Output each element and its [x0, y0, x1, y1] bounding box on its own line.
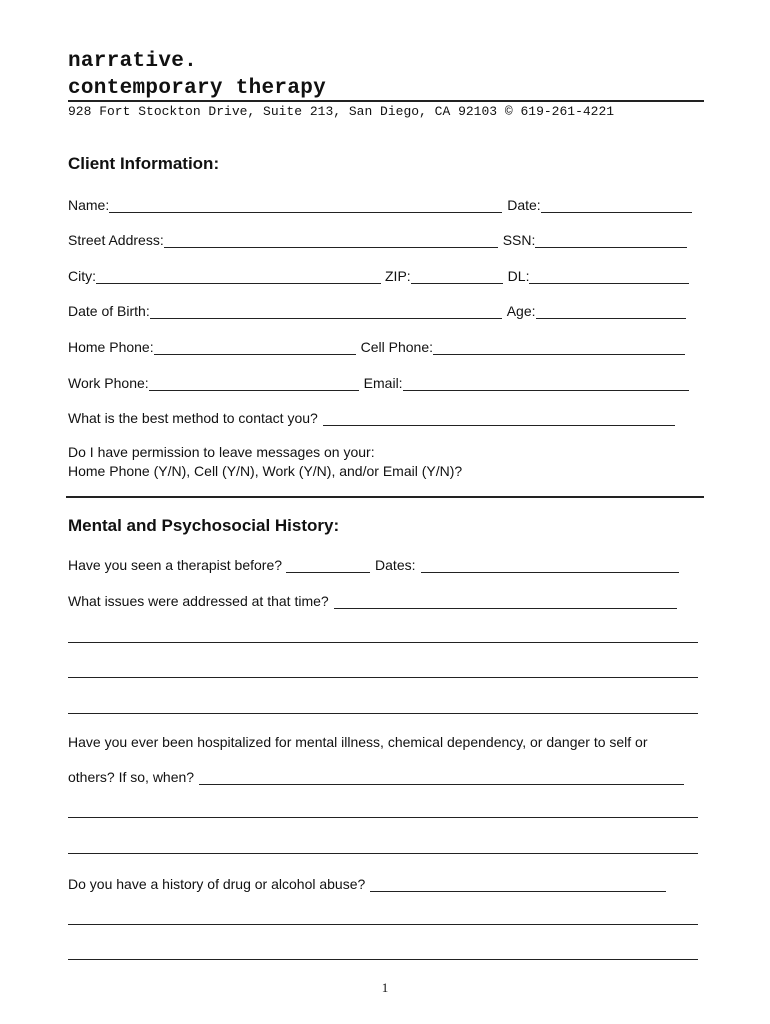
seen-therapist-label: Have you seen a therapist before? [68, 557, 283, 573]
seen-therapist-field[interactable] [286, 557, 370, 573]
date-of-birth-field[interactable] [150, 303, 502, 319]
street-ssn-row [68, 228, 699, 248]
issues-addressed-field[interactable] [334, 593, 677, 609]
message-permission-question [68, 443, 462, 481]
best-contact-method-label: What is the best method to contact you? [68, 410, 318, 426]
city-label: City: [68, 268, 96, 284]
city-field[interactable] [96, 268, 381, 284]
home-phone-label: Home Phone: [68, 339, 154, 355]
brand-line-2: contemporary therapy [68, 77, 327, 100]
drug-alcohol-row [68, 872, 699, 892]
email-label: Email: [363, 375, 403, 391]
therapy-dates-field[interactable] [421, 557, 679, 573]
street-address-field[interactable] [164, 232, 498, 248]
issues-answer-line[interactable] [68, 677, 698, 678]
zip-field[interactable] [411, 268, 503, 284]
drug-alcohol-field[interactable] [370, 876, 666, 892]
drug-alcohol-answer-line[interactable] [68, 959, 698, 960]
history-heading: Mental and Psychosocial History: [68, 516, 340, 535]
zip-label: ZIP: [385, 268, 411, 284]
dates-label: Dates: [375, 557, 416, 573]
work-phone-label: Work Phone: [68, 375, 149, 391]
dl-label: DL: [507, 268, 530, 284]
permission-line-2: Home Phone (Y/N), Cell (Y/N), Work (Y/N), and/or Email (Y/N)? [68, 463, 463, 479]
name-date-row [68, 193, 699, 213]
ssn-label: SSN: [502, 232, 536, 248]
drug-alcohol-answer-line[interactable] [68, 924, 698, 925]
cell-phone-field[interactable] [433, 339, 685, 355]
hospitalized-answer-line[interactable] [68, 853, 698, 854]
name-label: Name: [68, 197, 110, 213]
hospitalized-row [68, 765, 699, 785]
therapist-before-row [68, 553, 699, 573]
date-of-birth-label: Date of Birth: [68, 303, 150, 319]
practice-address: 928 Fort Stockton Drive, Suite 213, San Diego, CA 92103 © 619-261-4221 [68, 104, 615, 119]
city-zip-dl-row [68, 264, 699, 284]
cell-phone-label: Cell Phone: [360, 339, 433, 355]
hospitalized-when-field[interactable] [199, 769, 684, 785]
work-phone-email-row [68, 371, 699, 391]
hospitalized-question-line-1: Have you ever been hospitalized for mental illness, chemical dependency, or danger to self or [68, 734, 648, 750]
best-contact-method-field[interactable] [323, 410, 675, 426]
page-number: 1 [381, 980, 389, 995]
home-phone-field[interactable] [154, 339, 356, 355]
ssn-field[interactable] [535, 232, 687, 248]
client-information-heading: Client Information: [68, 154, 220, 173]
permission-line-1: Do I have permission to leave messages on your: [68, 444, 375, 460]
issues-answer-line[interactable] [68, 713, 698, 714]
age-label: Age: [506, 303, 536, 319]
date-field[interactable] [541, 197, 692, 213]
section-divider [66, 496, 704, 498]
hospitalized-answer-line[interactable] [68, 817, 698, 818]
dob-age-row [68, 299, 699, 319]
issues-answer-line[interactable] [68, 642, 698, 643]
hospitalized-when-label: others? If so, when? [68, 769, 195, 785]
drug-alcohol-label: Do you have a history of drug or alcohol abuse? [68, 876, 366, 892]
issues-row [68, 589, 699, 609]
issues-addressed-label: What issues were addressed at that time? [68, 593, 329, 609]
work-phone-field[interactable] [149, 375, 359, 391]
name-field[interactable] [109, 197, 502, 213]
practice-name [68, 48, 326, 102]
date-label: Date: [507, 197, 541, 213]
dl-field[interactable] [529, 268, 689, 284]
age-field[interactable] [536, 303, 686, 319]
brand-line-1: narrative. [68, 50, 198, 73]
home-cell-phone-row [68, 335, 699, 355]
street-address-label: Street Address: [68, 232, 164, 248]
contact-method-row [68, 406, 699, 426]
email-field[interactable] [403, 375, 689, 391]
header-divider [68, 100, 704, 102]
